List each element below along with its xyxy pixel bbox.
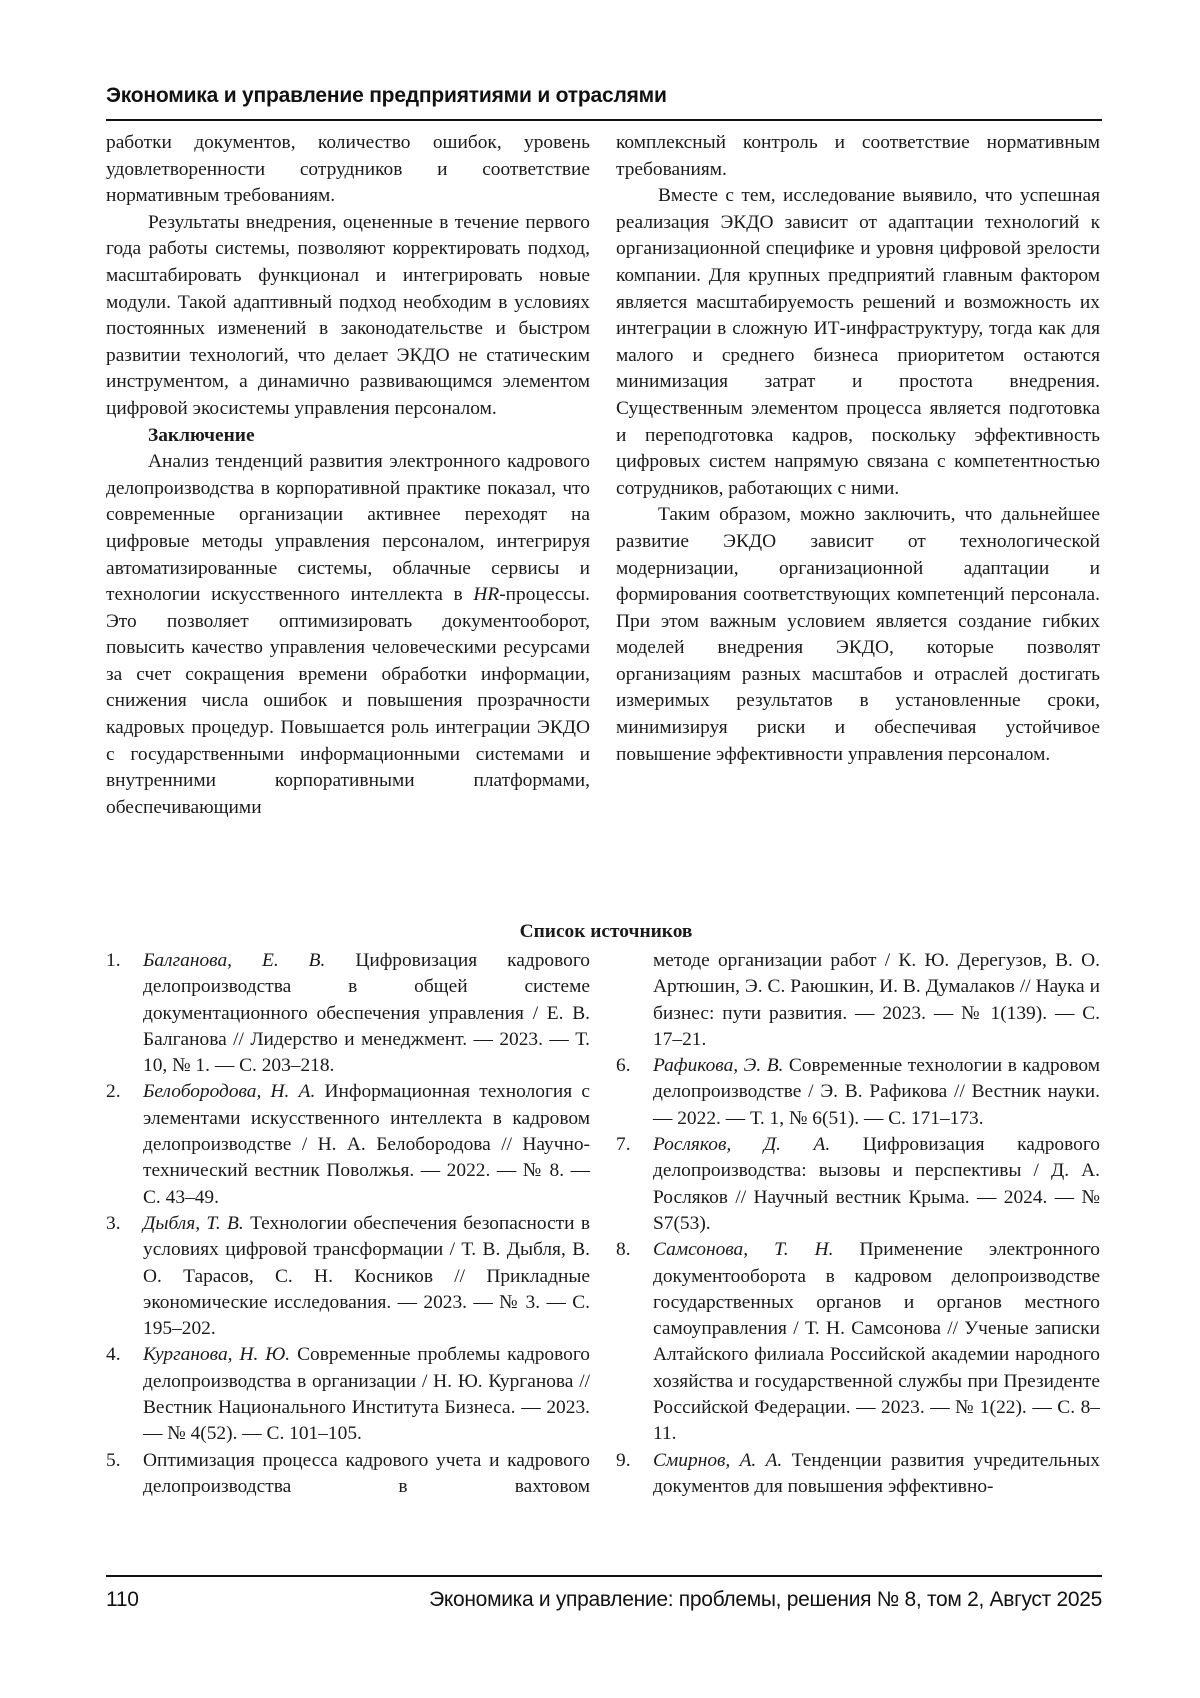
text-run: Анализ тенденций развития электронного кадрового делопроизводства в корпоративной практике показал, что современные организации активнее переходят на цифровые методы управления персоналом, интегрируя автоматизированные системы, облачные сервисы и технологии искусственного интеллекта в [106,451,590,606]
reference-number: 5. [106,1449,121,1471]
reference-text: Современные проблемы кадрового делопроизводства в организации / Н. Ю. Курганова // Вестник Национального Института Бизнеса. — 2023. — № 4(52). — С. 101–105. [143,1344,590,1445]
reference-author: Балганова, Е. В. [143,950,326,971]
reference-author: Курганова, Н. Ю. [143,1344,291,1366]
reference-text: Тенденции развития учредительных документов для повышения эффективно- [653,1449,1100,1497]
reference-item [106,1342,590,1447]
paragraph: комплексный контроль и соответствие нормативным требованиям. [616,132,1100,180]
reference-item [616,1132,1100,1237]
reference-item [106,1079,590,1210]
reference-number: 8. [616,1239,631,1261]
reference-text: методе организации работ / К. Ю. Дерегузов, В. О. Артюшин, Э. С. Раюшкин, И. В. Думалаков // Наука и бизнес: пути развития. — 2023. — № 1(139). — С. 17–21. [653,950,1100,1050]
reference-number: 2. [106,1081,121,1103]
reference-author: Самсонова, Т. Н. [653,1239,834,1261]
paragraph: Результаты внедрения, оцененные в течение первого года работы системы, позволяют корректировать подход, масштабировать функционал и интегрировать новые модули. Такой адаптивный подход необходим в условиях постоянных изменений в законодательстве и быстром развитии технологий, что делает ЭКДО не статическим инструментом, а динамично развивающимся элементом цифровой экосистемы управления персоналом. [106,211,590,419]
reference-text: Информационная технология с элементами искусственного интеллекта в кадровом делопроизводстве / Н. А. Белобородова // Научно-технический вестник Поволжья. — 2022. — № 8. — С. 43–49. [143,1081,591,1208]
reference-author: Дыбля, Т. В. [143,1212,244,1234]
reference-author: Белобородова, Н. А. [143,1081,316,1103]
reference-text: Современные технологии в кадровом делопроизводстве / Э. В. Рафикова // Вестник науки. — 2022. — Т. 1, № 6(51). — С. 171–173. [653,1055,1100,1129]
reference-item [106,1211,590,1342]
reference-item [616,1053,1100,1132]
paragraph: работки документов, количество ошибок, уровень удовлетворенности сотрудников и соответствие нормативным требованиям. [106,132,590,207]
header-rule [106,119,1102,121]
reference-author: Росляков, Д. А. [653,1134,831,1156]
references-right-column [616,948,1100,1500]
reference-text: Цифровизация кадрового делопроизводства в общей системе документационного обеспечения управления / Е. В. Балганова // Лидерство и менеджмент. — 2023. — Т. 10, № 1. — С. 203–218. [143,950,590,1077]
page-footer [106,1588,1102,1612]
text-run: -процессы. Это позволяет оптимизировать документооборот, повысить качество управления человеческими ресурсами за счет сокращения времени обработки информации, снижения числа ошибок и повышения прозрачности кадровых процедур. Повышается роль интеграции ЭКДО с государственными информационными системами и внутренними корпоративными платформами, обеспечивающими [106,584,590,818]
right-text-column [616,130,1100,768]
reference-author: Смирнов, А. А. [653,1449,783,1471]
reference-item [616,1237,1100,1447]
paragraph: Таким образом, можно заключить, что дальнейшее развитие ЭКДО зависит от технологической модернизации, организационной адаптации и формирования соответствующих компетенций персонала. При этом важным условием является создание гибких моделей внедрения ЭКДО, которые позволят организациям разных масштабов и отраслей достигать измеримых результатов в установленные сроки, минимизируя риски и обеспечивая устойчивое повышение эффективности управления персоналом. [616,504,1100,765]
reference-number: 3. [106,1212,121,1234]
reference-text: Технологии обеспечения безопасности в условиях цифровой трансформации / Т. В. Дыбля, В. О. Тарасов, С. Н. Косников // Прикладные экономические исследования. — 2023. — № 3. — С. 195–202. [143,1212,590,1340]
reference-number: 7. [616,1134,631,1156]
reference-number: 9. [616,1449,631,1471]
reference-number: 4. [106,1344,121,1366]
page-number: 110 [106,1588,139,1611]
paragraph: Вместе с тем, исследование выявило, что успешная реализация ЭКДО зависит от адаптации технологий к организационной специфике и уровня цифровой зрелости компании. Для крупных предприятий главным фактором является масштабируемость решений и возможность их интеграции в сложную ИТ-инфраструктуру, тогда как для малого и среднего бизнеса приоритетом остаются минимизация затрат и простота внедрения. Существенным элементом процесса является подготовка и переподготовка кадров, поскольку эффективность цифровых систем напрямую связана с компетентностью сотрудников, работающих с ними. [616,185,1100,499]
paragraph [106,449,590,821]
left-text-column [106,130,590,821]
reference-text: Оптимизация процесса кадрового учета и кадрового делопроизводства в вахтовом [143,1449,590,1497]
reference-item [616,1448,1100,1501]
reference-number: 1. [106,950,121,971]
references-left-column [106,948,590,1500]
reference-text: Применение электронного документооборота в кадровом делопроизводстве государственных органов и органов местного самоуправления / Т. Н. Самсонова // Ученые записки Алтайского филиала Российской академии народного хозяйства и государственной службы при Президенте Российской Федерации. — 2023. — № 1(22). — С. 8–11. [653,1239,1100,1445]
section-heading-conclusion: Заключение [148,424,255,446]
reference-item-continuation [616,948,1100,1053]
references-heading: Список источников [519,921,693,942]
reference-author: Рафикова, Э. В. [653,1055,784,1077]
reference-text: Цифровизация кадрового делопроизводства: вызовы и перспективы / Д. А. Росляков // Научный вестник Крыма. — 2024. — № S7(53). [653,1134,1100,1234]
footer-rule [106,1575,1102,1577]
reference-item [106,948,590,1079]
journal-citation: Экономика и управление: проблемы, решения № 8, том 2, Август 2025 [429,1588,1102,1611]
reference-item [106,1448,590,1501]
running-header-title: Экономика и управление предприятиями и отраслями [106,84,667,107]
reference-number: 6. [616,1055,631,1077]
italic-term: HR [473,584,500,606]
